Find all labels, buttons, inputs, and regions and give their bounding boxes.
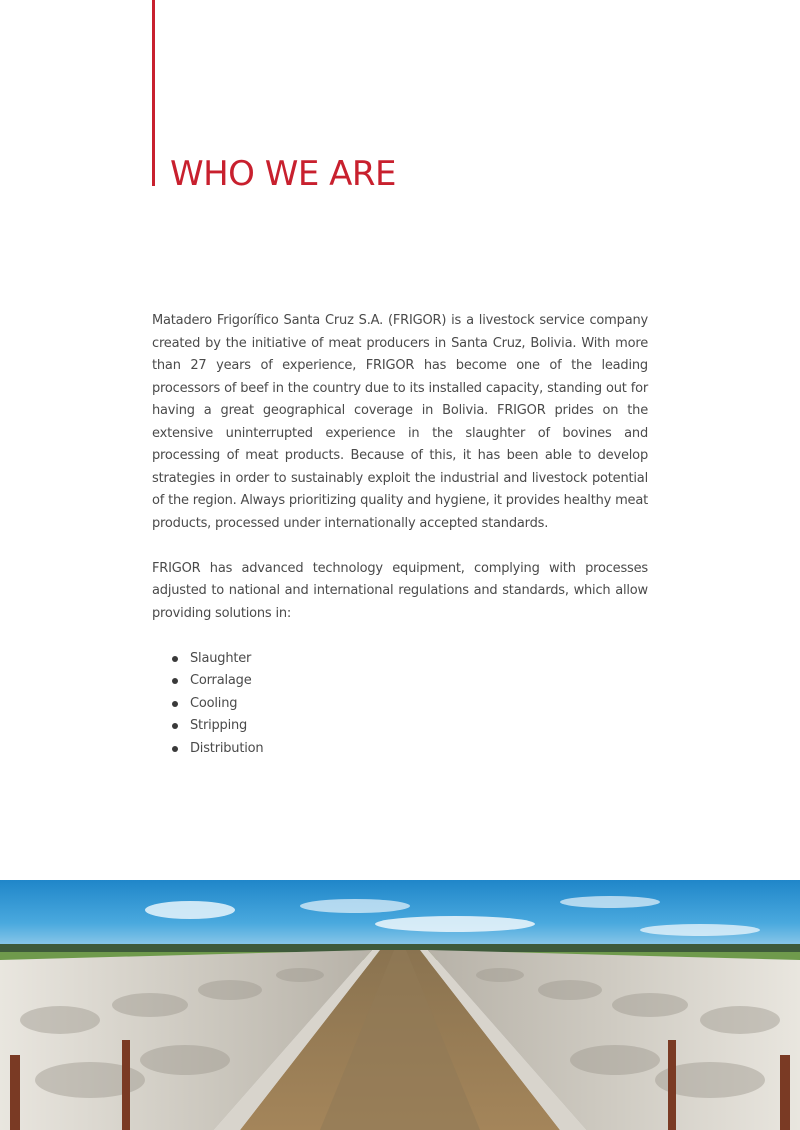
list-item: Corralage: [172, 670, 648, 693]
list-item: Stripping: [172, 715, 648, 738]
list-item: Slaughter: [172, 648, 648, 671]
intro-paragraph: Matadero Frigorífico Santa Cruz S.A. (FRIGOR) is a livestock service company created by the initiative of meat producers in Santa Cruz, Bolivia. With more than 27 years of experience, FRIGOR has become one of the leading processors of beef in the country due to its installed capacity, standing out for having a great geographical coverage in Bolivia. FRIGOR prides on the extensive uninterrupted experience in the slaughter of bovines and processing of meat products. Because of this, it has been able to develop strategies in order to sustainably exploit the industrial and livestock potential of the region. Always prioritizing quality and hygiene, it provides healthy meat products, processed under internationally accepted standards.: [152, 313, 648, 531]
list-item: Distribution: [172, 738, 648, 761]
body-content: [152, 310, 648, 760]
page-title: WHO WE ARE: [170, 154, 397, 194]
solutions-list: [152, 648, 648, 761]
accent-line: [152, 0, 155, 186]
solutions-intro-paragraph: FRIGOR has advanced technology equipment, complying with processes adjusted to national and international regulations and standards, which allow providing solutions in:: [152, 560, 648, 621]
cattle-feedlot-photo: [0, 880, 800, 1130]
list-item: Cooling: [172, 693, 648, 716]
